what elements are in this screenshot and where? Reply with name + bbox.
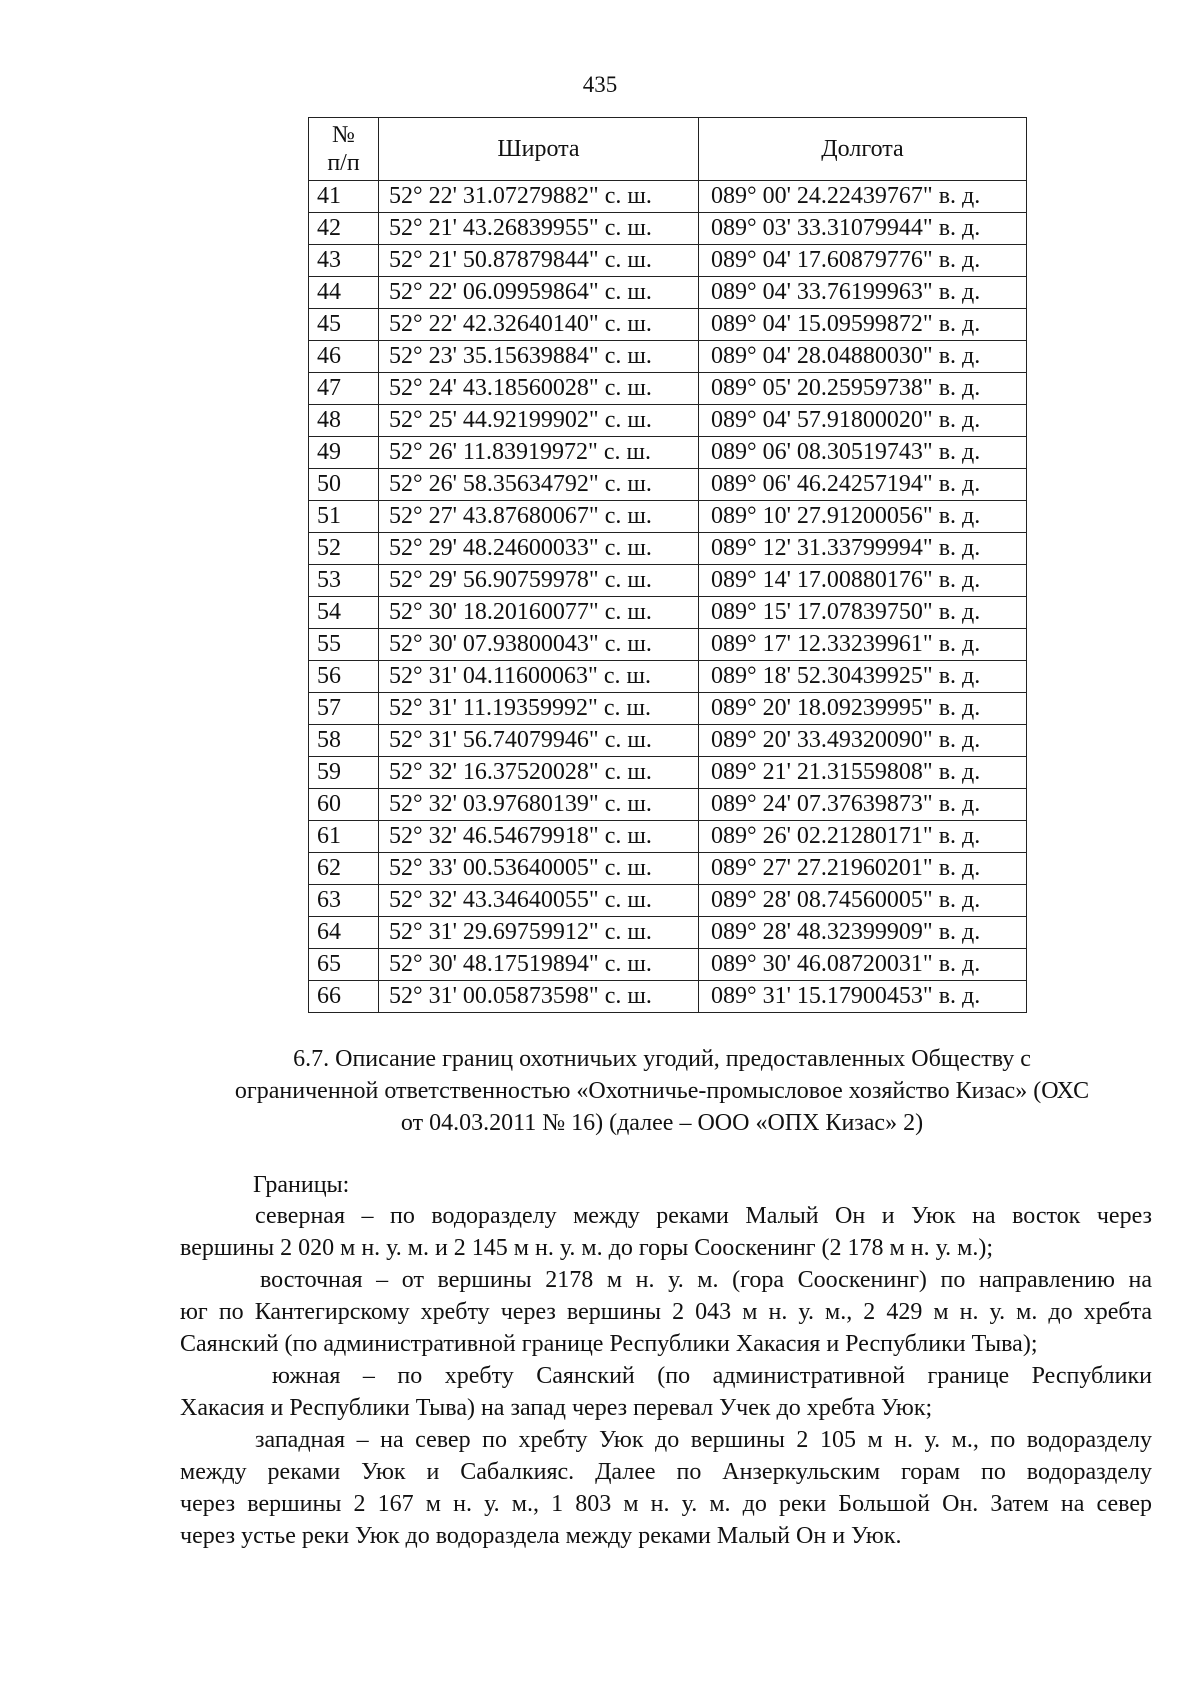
latitude-cell: 52° 31' 11.19359992" с. ш. [379, 693, 699, 725]
latitude-cell: 52° 32' 46.54679918" с. ш. [379, 821, 699, 853]
longitude-cell: 089° 21' 21.31559808" в. д. [699, 757, 1027, 789]
row-number-cell: 56 [309, 661, 379, 693]
longitude-cell: 089° 04' 17.60879776" в. д. [699, 245, 1027, 277]
text-line: южная – по хребту Саянский (по административной границе Республики [272, 1363, 1152, 1389]
latitude-cell: 52° 31' 00.05873598" с. ш. [379, 981, 699, 1013]
longitude-cell: 089° 20' 33.49320090" в. д. [699, 725, 1027, 757]
latitude-cell: 52° 26' 11.83919972" с. ш. [379, 437, 699, 469]
row-number-cell: 65 [309, 949, 379, 981]
table-row [309, 629, 1027, 661]
row-number-cell: 62 [309, 853, 379, 885]
heading-line: ограниченной ответственностью «Охотничье-промысловое хозяйство Кизас» (ОХС [234, 1078, 1090, 1104]
row-number-cell: 58 [309, 725, 379, 757]
row-number-cell: 47 [309, 373, 379, 405]
longitude-cell: 089° 12' 31.33799994" в. д. [699, 533, 1027, 565]
latitude-cell: 52° 31' 29.69759912" с. ш. [379, 917, 699, 949]
table-row [309, 373, 1027, 405]
longitude-cell: 089° 04' 57.91800020" в. д. [699, 405, 1027, 437]
table-row [309, 501, 1027, 533]
coordinates-table [308, 117, 1027, 1013]
latitude-cell: 52° 23' 35.15639884" с. ш. [379, 341, 699, 373]
row-number-cell: 52 [309, 533, 379, 565]
table-body [309, 181, 1027, 1013]
heading-line: 6.7. Описание границ охотничьих угодий, предоставленных Обществу с [293, 1046, 1031, 1072]
text-line: Саянский (по административной границе Республики Хакасия и Республики Тыва); [180, 1331, 1038, 1357]
latitude-cell: 52° 30' 48.17519894" с. ш. [379, 949, 699, 981]
table-row [309, 693, 1027, 725]
longitude-cell: 089° 28' 48.32399909" в. д. [699, 917, 1027, 949]
latitude-cell: 52° 22' 06.09959864" с. ш. [379, 277, 699, 309]
longitude-cell: 089° 06' 08.30519743" в. д. [699, 437, 1027, 469]
text-line: между реками Уюк и Сабалкияс. Далее по Анзеркульским горам по водоразделу [180, 1459, 1152, 1485]
table-row [309, 757, 1027, 789]
page-number: 435 [582, 72, 618, 97]
latitude-cell: 52° 31' 04.11600063" с. ш. [379, 661, 699, 693]
latitude-cell: 52° 30' 18.20160077" с. ш. [379, 597, 699, 629]
row-number-cell: 41 [309, 181, 379, 213]
text-line: восточная – от вершины 2178 м н. у. м. (гора Сооскенинг) по направлению на [260, 1267, 1152, 1293]
row-number-cell: 63 [309, 885, 379, 917]
row-number-cell: 55 [309, 629, 379, 661]
row-number-cell: 66 [309, 981, 379, 1013]
row-number-cell: 48 [309, 405, 379, 437]
latitude-cell: 52° 22' 31.07279882" с. ш. [379, 181, 699, 213]
longitude-cell: 089° 26' 02.21280171" в. д. [699, 821, 1027, 853]
table-row [309, 469, 1027, 501]
row-number-cell: 51 [309, 501, 379, 533]
latitude-cell: 52° 25' 44.92199902" с. ш. [379, 405, 699, 437]
table-row [309, 597, 1027, 629]
east-border-paragraph [180, 1264, 1152, 1360]
row-number-cell: 49 [309, 437, 379, 469]
row-number-cell: 60 [309, 789, 379, 821]
table-row [309, 949, 1027, 981]
table-row [309, 853, 1027, 885]
text-line: Хакасия и Республики Тыва) на запад через перевал Учек до хребта Уюк; [180, 1395, 933, 1421]
header-number [309, 118, 379, 181]
header-number-abbr: п/п [327, 150, 360, 176]
row-number-cell: 54 [309, 597, 379, 629]
longitude-cell: 089° 18' 52.30439925" в. д. [699, 661, 1027, 693]
table-row [309, 245, 1027, 277]
table-row [309, 917, 1027, 949]
latitude-cell: 52° 32' 03.97680139" с. ш. [379, 789, 699, 821]
text-line: северная – по водоразделу между реками Малый Он и Уюк на восток через [255, 1203, 1152, 1229]
longitude-cell: 089° 03' 33.31079944" в. д. [699, 213, 1027, 245]
row-number-cell: 53 [309, 565, 379, 597]
table-row [309, 885, 1027, 917]
latitude-cell: 52° 24' 43.18560028" с. ш. [379, 373, 699, 405]
latitude-cell: 52° 30' 07.93800043" с. ш. [379, 629, 699, 661]
text-line: вершины 2 020 м н. у. м. и 2 145 м н. у. м. до горы Сооскенинг (2 178 м н. у. м.); [180, 1235, 994, 1261]
row-number-cell: 59 [309, 757, 379, 789]
latitude-cell: 52° 32' 16.37520028" с. ш. [379, 757, 699, 789]
longitude-cell: 089° 24' 07.37639873" в. д. [699, 789, 1027, 821]
table-row [309, 437, 1027, 469]
north-border-paragraph [180, 1200, 1152, 1264]
longitude-cell: 089° 20' 18.09239995" в. д. [699, 693, 1027, 725]
row-number-cell: 44 [309, 277, 379, 309]
section-heading [172, 1043, 1152, 1139]
longitude-cell: 089° 28' 08.74560005" в. д. [699, 885, 1027, 917]
table-row [309, 725, 1027, 757]
latitude-cell: 52° 29' 56.90759978" с. ш. [379, 565, 699, 597]
row-number-cell: 45 [309, 309, 379, 341]
latitude-cell: 52° 29' 48.24600033" с. ш. [379, 533, 699, 565]
text-line: западная – на север по хребту Уюк до вершины 2 105 м н. у. м., по водоразделу [255, 1427, 1152, 1453]
west-border-paragraph [180, 1424, 1152, 1552]
row-number-cell: 61 [309, 821, 379, 853]
table-header-row [309, 118, 1027, 181]
row-number-cell: 50 [309, 469, 379, 501]
longitude-cell: 089° 17' 12.33239961" в. д. [699, 629, 1027, 661]
longitude-cell: 089° 10' 27.91200056" в. д. [699, 501, 1027, 533]
longitude-cell: 089° 04' 33.76199963" в. д. [699, 277, 1027, 309]
latitude-cell: 52° 22' 42.32640140" с. ш. [379, 309, 699, 341]
longitude-cell: 089° 27' 27.21960201" в. д. [699, 853, 1027, 885]
text-line: через устье реки Уюк до водораздела между реками Малый Он и Уюк. [180, 1523, 902, 1549]
borders-title: Границы: [253, 1172, 350, 1198]
table-row [309, 533, 1027, 565]
latitude-cell: 52° 21' 50.87879844" с. ш. [379, 245, 699, 277]
table-row [309, 341, 1027, 373]
header-latitude: Широта [379, 118, 699, 181]
table-row [309, 565, 1027, 597]
latitude-cell: 52° 31' 56.74079946" с. ш. [379, 725, 699, 757]
longitude-cell: 089° 31' 15.17900453" в. д. [699, 981, 1027, 1013]
longitude-cell: 089° 30' 46.08720031" в. д. [699, 949, 1027, 981]
table-row [309, 981, 1027, 1013]
longitude-cell: 089° 04' 28.04880030" в. д. [699, 341, 1027, 373]
latitude-cell: 52° 32' 43.34640055" с. ш. [379, 885, 699, 917]
text-line: через вершины 2 167 м н. у. м., 1 803 м н. у. м. до реки Большой Он. Затем на север [180, 1491, 1152, 1517]
longitude-cell: 089° 00' 24.22439767" в. д. [699, 181, 1027, 213]
longitude-cell: 089° 14' 17.00880176" в. д. [699, 565, 1027, 597]
table-row [309, 181, 1027, 213]
longitude-cell: 089° 15' 17.07839750" в. д. [699, 597, 1027, 629]
table-row [309, 405, 1027, 437]
table-row [309, 789, 1027, 821]
table-row [309, 213, 1027, 245]
row-number-cell: 46 [309, 341, 379, 373]
row-number-cell: 57 [309, 693, 379, 725]
row-number-cell: 42 [309, 213, 379, 245]
latitude-cell: 52° 33' 00.53640005" с. ш. [379, 853, 699, 885]
latitude-cell: 52° 21' 43.26839955" с. ш. [379, 213, 699, 245]
longitude-cell: 089° 05' 20.25959738" в. д. [699, 373, 1027, 405]
header-number-sign: № [332, 122, 355, 148]
table-row [309, 309, 1027, 341]
latitude-cell: 52° 27' 43.87680067" с. ш. [379, 501, 699, 533]
header-longitude: Долгота [699, 118, 1027, 181]
text-line: юг по Кантегирскому хребту через вершины 2 043 м н. у. м., 2 429 м н. у. м. до хребта [180, 1299, 1152, 1325]
table-row [309, 277, 1027, 309]
row-number-cell: 64 [309, 917, 379, 949]
heading-line: от 04.03.2011 № 16) (далее – ООО «ОПХ Кизас» 2) [400, 1110, 924, 1136]
table-row [309, 821, 1027, 853]
longitude-cell: 089° 06' 46.24257194" в. д. [699, 469, 1027, 501]
latitude-cell: 52° 26' 58.35634792" с. ш. [379, 469, 699, 501]
longitude-cell: 089° 04' 15.09599872" в. д. [699, 309, 1027, 341]
south-border-paragraph [180, 1360, 1152, 1424]
table-row [309, 661, 1027, 693]
row-number-cell: 43 [309, 245, 379, 277]
